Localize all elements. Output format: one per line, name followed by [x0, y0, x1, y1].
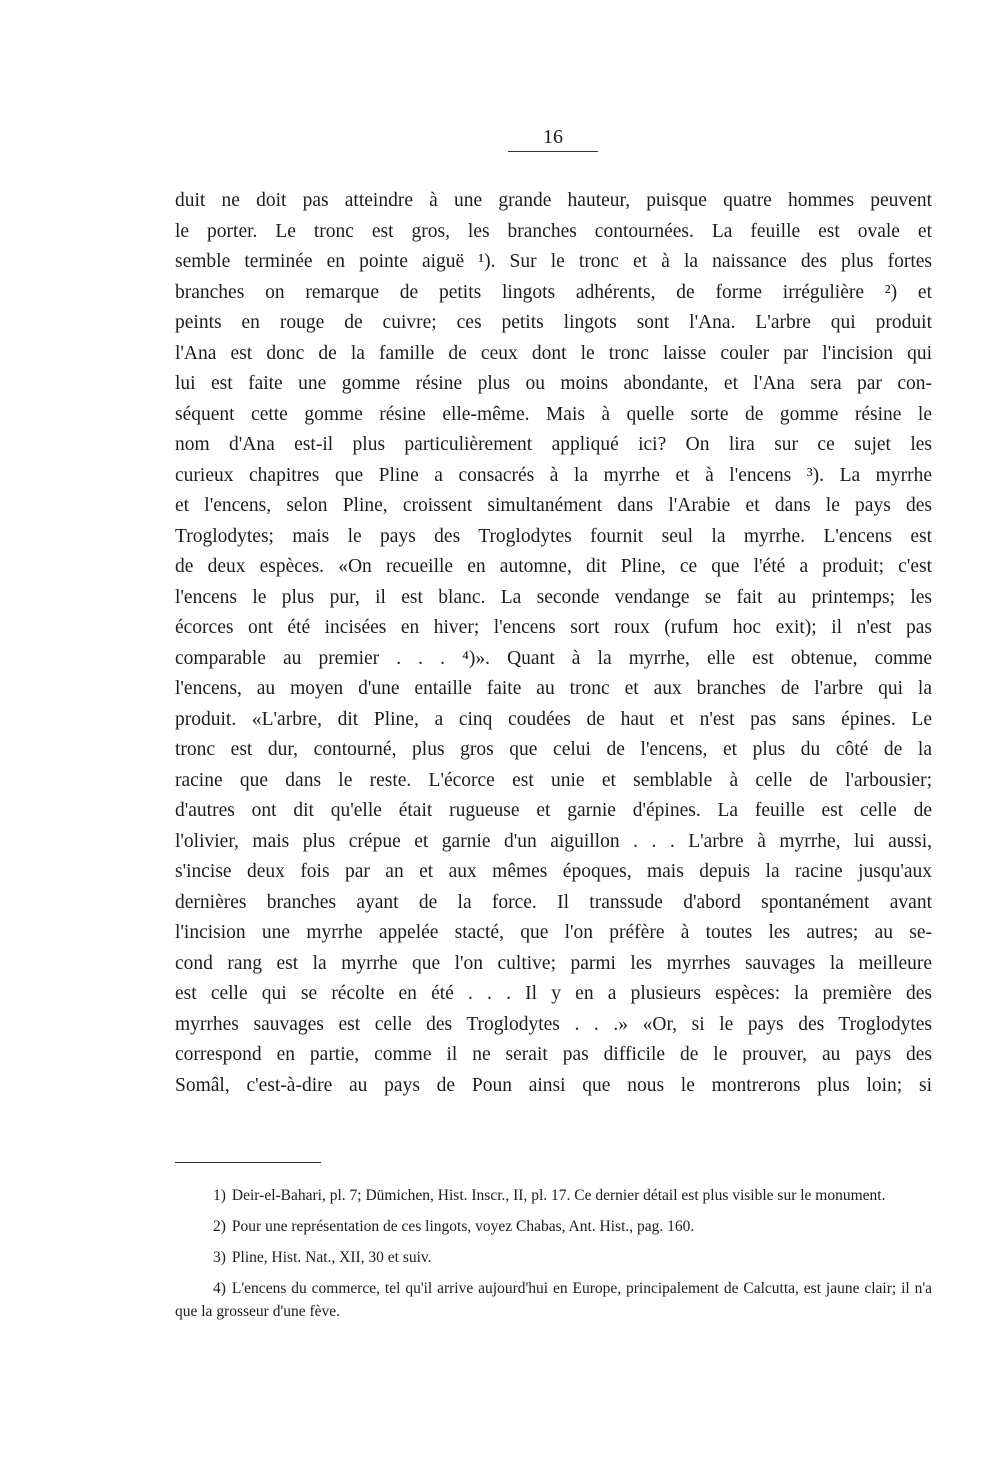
footnotes [175, 1184, 932, 1331]
body-line: correspond en partie, comme il ne serait pas difficile de le prouver, au pays des [175, 1044, 932, 1065]
footnote-1 [175, 1184, 932, 1207]
body-line: et l'encens, selon Pline, croissent simultanément dans l'Arabie et dans le pays des [175, 495, 932, 516]
body-line: curieux chapitres que Pline a consacrés à la myrrhe et à l'encens ³). La myrrhe [175, 464, 932, 486]
body-line: l'Ana est donc de la famille de ceux dont le tronc laisse couler par l'incision qui [175, 342, 932, 364]
body-line: l'olivier, mais plus crépue et garnie d'un aiguillon . . . L'arbre à myrrhe, lui aussi, [175, 830, 932, 852]
body-line: s'incise deux fois par an et aux mêmes époques, mais depuis la racine jusqu'aux [175, 861, 932, 882]
footnote-marker: 4) [213, 1280, 226, 1297]
body-line: tronc est dur, contourné, plus gros que celui de l'encens, et plus du côté de la [175, 739, 932, 760]
body-line: séquent cette gomme résine elle-même. Mais à quelle sorte de gomme résine le [175, 403, 932, 425]
footnote-marker: 2) [213, 1218, 226, 1235]
body-line: l'encens le plus pur, il est blanc. La seconde vendange se fait au printemps; les [175, 586, 932, 608]
body-line: est celle qui se récolte en été . . . Il y en a plusieurs espèces: la première des [175, 983, 932, 1004]
body-line: Somâl, c'est-à-dire au pays de Poun ainsi que nous le montrerons plus loin; si [175, 1074, 932, 1096]
footnote-marker: 3) [213, 1249, 226, 1266]
footnote-2 [175, 1215, 932, 1238]
footnote-text: L'encens du commerce, tel qu'il arrive aujourd'hui en Europe, principalement de Calcutta, est jaune clair; il n'a que la grosseur d'une fève. [175, 1280, 932, 1320]
body-line: dernières branches ayant de la force. Il transsude d'abord spontanément avant [175, 891, 932, 913]
body-line: Troglodytes; mais le pays des Troglodytes fournit seul la myrrhe. L'encens est [175, 525, 932, 547]
body-line: d'autres ont dit qu'elle était rugueuse et garnie d'épines. La feuille est celle de [175, 800, 932, 821]
body-line: de deux espèces. «On recueille en automne, dit Pline, ce que l'été a produit; c'est [175, 556, 932, 577]
body-line: myrrhes sauvages est celle des Troglodytes . . .» «Or, si le pays des Troglodytes [175, 1013, 932, 1035]
footnote-marker: 1) [213, 1187, 226, 1204]
footnote-3 [175, 1246, 932, 1269]
body-line: cond rang est la myrrhe que l'on cultive; parmi les myrrhes sauvages la meilleure [175, 952, 932, 974]
body-line: écorces ont été incisées en hiver; l'encens sort roux (rufum hoc exit); il n'est pas [175, 617, 932, 638]
body-line: branches on remarque de petits lingots adhérents, de forme irrégulière ²) et [175, 281, 932, 303]
body-line: lui est faite une gomme résine plus ou moins abondante, et l'Ana sera par con- [175, 373, 932, 394]
body-line: nom d'Ana est-il plus particulièrement appliqué ici? On lira sur ce sujet les [175, 434, 932, 455]
footnote-separator [175, 1162, 321, 1163]
footnote-text: Pour une représentation de ces lingots, voyez Chabas, Ant. Hist., pag. 160. [231, 1218, 695, 1235]
body-line: l'encens, au moyen d'une entaille faite au tronc et aux branches de l'arbre qui la [175, 678, 932, 699]
page-number: 16 [543, 126, 563, 148]
footnote-text: Pline, Hist. Nat., XII, 30 et suiv. [231, 1249, 432, 1266]
body-line: le porter. Le tronc est gros, les branches contournées. La feuille est ovale et [175, 220, 932, 242]
page-number-rule [508, 151, 598, 152]
body-line: duit ne doit pas atteindre à une grande hauteur, puisque quatre hommes peuvent [175, 190, 932, 211]
body-line: peints en rouge de cuivre; ces petits lingots sont l'Ana. L'arbre qui produit [175, 312, 932, 333]
body-line: racine que dans le reste. L'écorce est unie et semblable à celle de l'arbousier; [175, 769, 932, 791]
footnote-text: Deir-el-Bahari, pl. 7; Dümichen, Hist. Inscr., II, pl. 17. Ce dernier détail est plus visible sur le monument. [231, 1187, 886, 1204]
body-line: semble terminée en pointe aiguë ¹). Sur le tronc et à la naissance des plus fortes [175, 251, 932, 272]
body-line: produit. «L'arbre, dit Pline, a cinq coudées de haut et n'est pas sans épines. Le [175, 708, 932, 730]
footnote-4 [175, 1277, 932, 1323]
body-line: l'incision une myrrhe appelée stacté, que l'on préfère à toutes les autres; au se- [175, 922, 932, 943]
body-line: comparable au premier . . . ⁴)». Quant à la myrrhe, elle est obtenue, comme [175, 647, 932, 669]
body-text [175, 186, 932, 1101]
